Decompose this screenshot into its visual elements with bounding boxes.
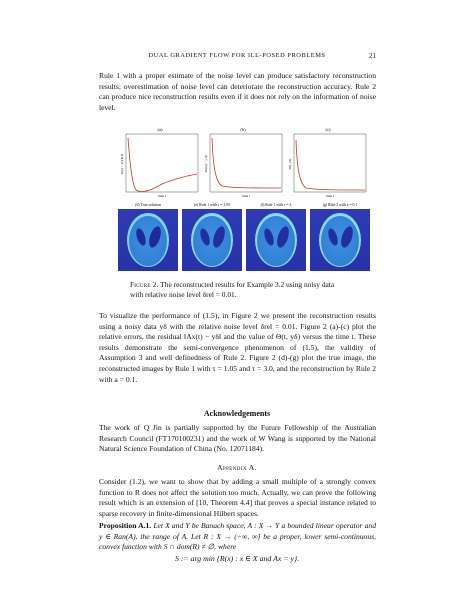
figure-2 [118, 124, 370, 276]
image-e-label: (e) Rule 1 with τ = 1.05 [193, 203, 231, 207]
plot-b [204, 127, 282, 198]
page-number: 21 [369, 52, 376, 60]
caption-label: Figure 2. [130, 280, 159, 289]
proposition-a1 [99, 521, 376, 553]
acknowledgements-heading: Acknowledgements [203, 409, 271, 418]
image-g [310, 203, 370, 271]
figure-graphics [118, 124, 370, 276]
image-f [246, 203, 306, 271]
proposition-label: Proposition A.1. [99, 521, 152, 530]
figure-caption [130, 280, 348, 301]
plot-a-ylabel: ‖x(t) − x†‖/‖x†‖ [120, 153, 124, 175]
paragraph-rules-summary: Rule 1 with a proper estimate of the noise level can produce satisfactory reconstruction results; overestimation of noise level can deteriorate the reconstruction accuracy. Rule 2 can produce nice reconstruction results even if it does not rely on the information of noise level. [99, 71, 376, 112]
plot-c-xlabel: time t [326, 194, 334, 198]
equation-s: S := arg min {R(x) : x ∈ X and Ax = y}. [174, 554, 300, 563]
plot-b-xlabel: time t [242, 194, 250, 198]
image-d [118, 203, 178, 271]
appendix-heading: Appendix A. [217, 463, 257, 472]
plot-a-label: (a) [157, 127, 163, 132]
plot-b-ylabel: ‖Ax(t) − y δ‖ [204, 155, 208, 173]
paragraph-figure-discussion: To visualize the performance of (1.5), in Figure 2 we present the reconstruction results using a noisy data yδ with the relative noise level δrel = 0.01. Figure 2 (a)-(c) plot the relative errors, the residual ‖Ax(t) − yδ‖ and the value of Θ(t, yδ) versus the time t. These results demonstrate the semi-convergence phenomenon of (1.5), the validity of Assumption 3 and well definedness of Rule 2. Figure 2 (d)-(g) plot the true image, the reconstructed images by Rule 1 with τ = 1.05 and τ = 3.0, and the reconstruction by Rule 2 with a = 0.1. [99, 311, 376, 384]
proposition-text: Let X and Y be Banach space, A : X → Y a bounded linear operator and y ∈ Ran(A), the range of A. Let R : X → (−∞, ∞] be a proper, lower semi-continuous, convex function with S ∩ dom(R) ≠ ∅, where [99, 521, 376, 552]
plot-b-label: (b) [240, 127, 246, 132]
acknowledgements-text: The work of Q Jin is partially supported by the Future Fellowship of the Australian Research Council (FT170100231) and the work of W Wang is supported by the National Natural Science Foundation of China (No. 12071184). [99, 423, 376, 454]
image-e [182, 203, 242, 271]
running-header: DUAL GRADIENT FLOW FOR ILL-POSED PROBLEMS [148, 52, 326, 59]
image-f-label: (f) Rule 1 with τ = 3 [260, 203, 292, 207]
plot-c-ylabel: Θ(t, yδ) [288, 158, 292, 170]
appendix-text: Consider (1.2), we want to show that by adding a small multiple of a strongly convex function to R does not affect the solution too much. Actually, we can prove the following result which is an extension of [10, Theorem 4.4] that proves a special instance related to sparse recovery in finite-dimensional Hilbert spaces. [99, 477, 376, 518]
image-d-label: (d) True solution [135, 203, 161, 207]
plot-a [120, 127, 198, 198]
plot-c [288, 127, 366, 198]
plot-a-xlabel: time t [158, 194, 166, 198]
caption-text: The reconstructed results for Example 3.2 using noisy data with relative noise level δrel = 0.01. [130, 280, 335, 300]
plot-c-label: (c) [325, 127, 331, 132]
image-g-label: (g) Rule 2 with a = 0.1 [322, 203, 358, 207]
